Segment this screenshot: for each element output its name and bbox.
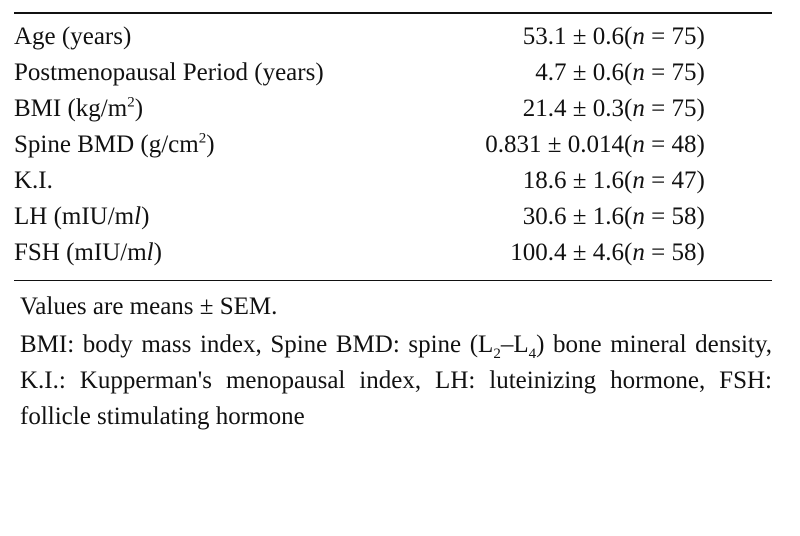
table-row: [14, 19, 772, 55]
table-footnotes: [14, 281, 772, 435]
table-row: [14, 163, 772, 199]
row-value: 53.1 ± 0.6: [522, 23, 624, 50]
row-value: 100.4 ± 4.6: [510, 239, 624, 266]
table-row: [14, 199, 772, 235]
row-n: (n = 47): [624, 167, 705, 194]
row-value: 0.831 ± 0.014: [485, 131, 624, 158]
table-row: [14, 235, 772, 271]
table-page: [14, 12, 772, 435]
row-n: (n = 58): [624, 203, 705, 230]
row-label: LH (mIU/ml): [14, 203, 150, 230]
row-label: Spine BMD $(g/cm^2)$: [14, 130, 215, 158]
row-label: Postmenopausal Period (years): [14, 59, 324, 86]
top-rule: [14, 12, 772, 14]
row-n: (n = 75): [624, 95, 705, 122]
row-value: 21.4 ± 0.3: [522, 95, 624, 122]
row-value: 30.6 ± 1.6: [522, 203, 624, 230]
data-table: [14, 19, 772, 271]
table-row: [14, 55, 772, 91]
footnote-values: Values are means ± SEM.: [20, 293, 278, 320]
table-row: [14, 127, 772, 163]
row-value: 4.7 ± 0.6: [535, 59, 624, 86]
row-label: K.I.: [14, 167, 53, 194]
row-n: (n = 48): [624, 131, 705, 158]
footnote-abbreviations: BMI: body mass index, Spine BMD: spine $(L_2-L_4)$ bone mineral density, K.I.: Kupperman's menopausal index, LH: luteinizing hormone, FSH: follicle stimulating hormone: [20, 331, 773, 430]
row-label: BMI $(kg/m^2)$: [14, 94, 144, 122]
table-row: [14, 91, 772, 127]
row-n: (n = 58): [624, 239, 705, 266]
row-n: (n = 75): [624, 23, 705, 50]
row-label: Age (years): [14, 23, 132, 50]
row-n: (n = 75): [624, 59, 705, 86]
row-label: FSH (mIU/ml): [14, 239, 162, 266]
row-value: 18.6 ± 1.6: [522, 167, 624, 194]
